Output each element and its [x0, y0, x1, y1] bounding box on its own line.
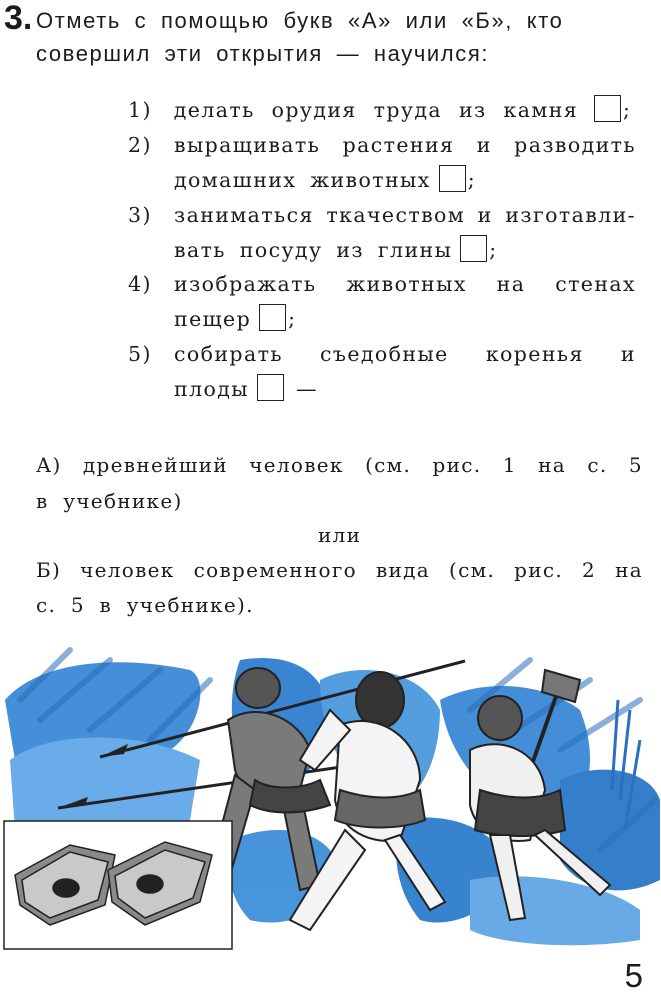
- item-word: и: [476, 133, 492, 157]
- option-word: древнейший: [82, 453, 228, 477]
- item-5: [128, 342, 152, 366]
- option-a-line-2: в учебнике): [36, 489, 183, 513]
- answer-box-4[interactable]: [259, 304, 286, 331]
- option-b-line-1: [36, 558, 643, 582]
- page-number: 5: [624, 957, 643, 994]
- option-a-line-1: [36, 453, 643, 477]
- item-4-line-1: [174, 272, 636, 296]
- option-word: человек: [80, 558, 175, 582]
- item-number: 2): [128, 133, 152, 157]
- item-2: [128, 133, 174, 157]
- option-or: или: [318, 523, 362, 547]
- item-4: [128, 272, 152, 296]
- item-number: 5): [128, 342, 152, 366]
- item-word: заниматься: [174, 203, 314, 227]
- item-word: животных: [346, 272, 467, 296]
- item-word: из: [458, 98, 487, 122]
- option-b-line-2: с. 5 в учебнике).: [36, 593, 254, 617]
- item-text: вать посуду из глины: [174, 238, 453, 262]
- answer-box-2[interactable]: [439, 165, 466, 192]
- item-word: растения: [342, 133, 455, 157]
- answer-box-1[interactable]: [594, 95, 621, 122]
- item-word: коренья: [485, 342, 584, 366]
- option-word: вида: [375, 558, 431, 582]
- item-text: домашних животных: [174, 168, 431, 192]
- item-word: ткачеством: [326, 203, 466, 227]
- item-end-punct: ;: [467, 168, 476, 192]
- option-b-letter: Б): [36, 558, 62, 582]
- item-number: 3): [128, 203, 152, 227]
- option-word: на: [538, 453, 567, 477]
- item-2-line-2: [174, 168, 476, 195]
- item-text: пещер: [174, 307, 252, 331]
- item-3: [128, 203, 152, 227]
- item-word: разводить: [514, 133, 636, 157]
- answer-box-5[interactable]: [257, 374, 284, 401]
- item-word: камня: [503, 98, 579, 122]
- item-word: и: [620, 342, 636, 366]
- item-3-line-2: [174, 238, 498, 265]
- option-word: 1: [502, 453, 517, 477]
- item-end-punct: ;: [489, 238, 498, 262]
- item-3-line-1: [174, 203, 636, 227]
- item-2-line-1: [174, 133, 636, 157]
- option-word: человек: [249, 453, 344, 477]
- item-word: и: [477, 203, 493, 227]
- item-end-punct: ;: [288, 307, 297, 331]
- item-word: орудия: [271, 98, 357, 122]
- item-end-punct: —: [295, 377, 318, 401]
- option-word: современного: [193, 558, 357, 582]
- item-word: съедобные: [320, 342, 449, 366]
- item-text: плоды: [174, 377, 249, 401]
- task-number: 3.: [4, 0, 33, 37]
- item-end-punct: ;: [623, 98, 632, 122]
- item-4-line-2: [174, 307, 296, 334]
- option-word: рис.: [514, 558, 564, 582]
- option-word: с.: [587, 453, 608, 477]
- item-5-line-2: [174, 377, 318, 404]
- question-line-1: Отметь с помощью букв «А» или «Б», кто: [36, 8, 564, 33]
- item-number: 1): [128, 98, 152, 122]
- item-word: собирать: [174, 342, 283, 366]
- item-word: на: [496, 272, 526, 296]
- option-word: на: [615, 558, 643, 582]
- option-word: 5: [628, 453, 643, 477]
- item-word: стенах: [555, 272, 636, 296]
- item-word: делать: [173, 98, 255, 122]
- answer-box-3[interactable]: [460, 235, 487, 262]
- item-1: [128, 98, 631, 125]
- item-number: 4): [128, 272, 152, 296]
- option-word: рис.: [432, 453, 482, 477]
- item-word: труда: [373, 98, 443, 122]
- item-word: выращивать: [174, 133, 321, 157]
- option-word: (см.: [449, 558, 496, 582]
- item-5-line-1: [174, 342, 636, 366]
- item-word: изготавли-: [505, 203, 636, 227]
- option-word: (см.: [365, 453, 412, 477]
- prehistoric-hunters-illustration: [0, 640, 661, 960]
- option-word: 2: [582, 558, 597, 582]
- question-line-2: совершил эти открытия — научился:: [36, 41, 490, 66]
- item-word: изображать: [174, 272, 317, 296]
- option-a-letter: А): [36, 453, 62, 477]
